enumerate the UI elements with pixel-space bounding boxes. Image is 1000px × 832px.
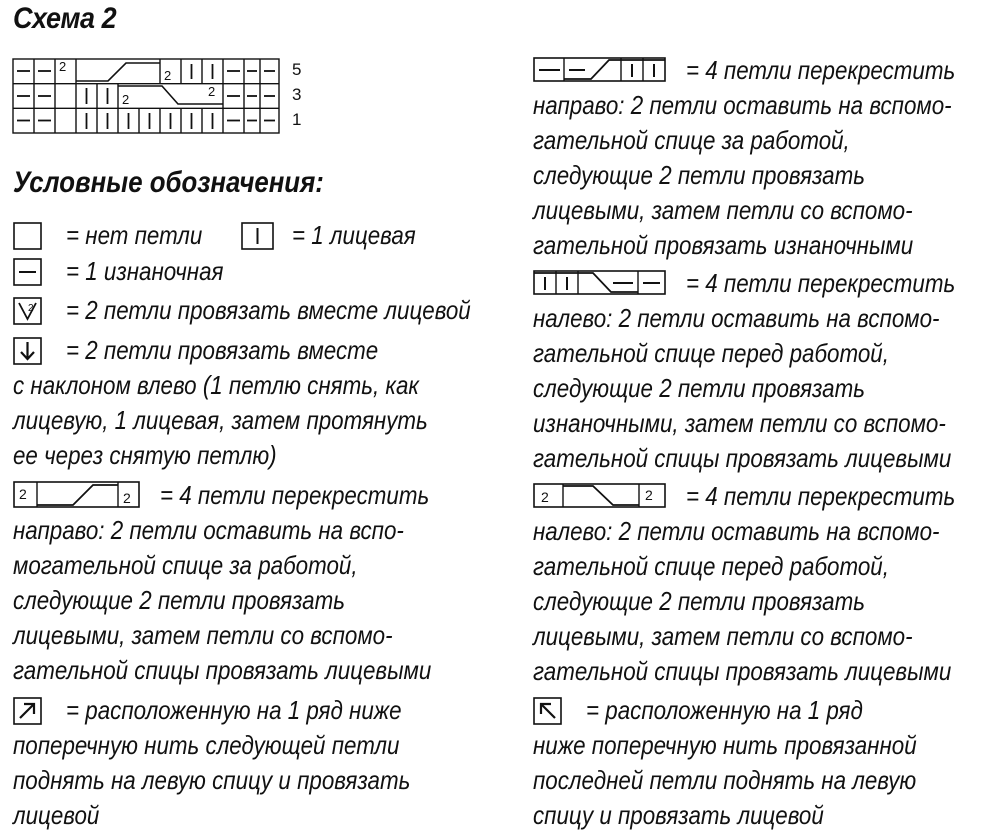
arrow-up-left-icon	[533, 697, 563, 725]
legend-cross-right-knit-line: следующие 2 петли провязать	[13, 585, 345, 615]
legend-cross-left-purl-line: налево: 2 петли оставить на вспомо-	[533, 303, 940, 333]
legend-ssk-line: лицевую, 1 лицевая, затем протянуть	[13, 405, 428, 435]
legend-cross-right-purl-line: = 4 петли перекрестить	[686, 55, 956, 85]
cross-cell-label: 2	[645, 487, 653, 503]
cross-left-purl-icon	[533, 270, 667, 296]
legend-ssk-line: ее через снятую петлю)	[13, 440, 277, 470]
legend-cross-left-knit-line: гательной спицы провязать лицевыми	[533, 656, 952, 686]
legend-k2tog: = 2 петли провязать вместе лицевой	[66, 295, 471, 325]
legend-m1-right-line: лицевой	[13, 800, 100, 830]
legend-cross-right-purl-line: гательной спице за работой,	[533, 125, 850, 155]
legend-cross-left-purl-line: = 4 петли перекрестить	[686, 268, 956, 298]
legend-cross-left-knit-line: лицевыми, затем петли со вспомо-	[533, 621, 913, 651]
cross-cell-label: 2	[541, 489, 549, 505]
svg-text:2: 2	[28, 303, 34, 314]
legend-cross-right-knit-line: = 4 петли перекрестить	[160, 480, 430, 510]
legend-cross-left-purl-line: следующие 2 петли провязать	[533, 373, 865, 403]
legend-ssk-line: с наклоном влево (1 петлю снять, как	[13, 370, 419, 400]
chart-cell-label: 2	[59, 59, 67, 74]
knit-stitch-icon	[241, 222, 275, 250]
legend-cross-right-purl-line: лицевыми, затем петли со вспомо-	[533, 195, 913, 225]
legend-cross-left-purl-line: гательной спице перед работой,	[533, 338, 889, 368]
legend-m1-right-line: = расположенную на 1 ряд ниже	[66, 695, 402, 725]
k2tog-icon	[13, 297, 43, 325]
legend-knit: = 1 лицевая	[292, 220, 416, 250]
row-number: 5	[292, 60, 302, 79]
legend-cross-right-knit-line: могательной спице за работой,	[13, 550, 358, 580]
legend-cross-left-knit-line: гательной спице перед работой,	[533, 551, 889, 581]
cross-right-purl-icon	[533, 57, 667, 83]
legend-m1-left-line: ниже поперечную нить провязанной	[533, 730, 917, 760]
chart-cell-label: 2	[208, 84, 216, 99]
cross-right-knit-icon	[13, 481, 141, 509]
legend-cross-right-knit-line: направо: 2 петли оставить на вспо-	[13, 515, 404, 545]
legend-m1-left-line: последней петли поднять на левую	[533, 765, 917, 795]
legend-cross-right-purl-line: направо: 2 петли оставить на вспомо-	[533, 90, 952, 120]
chart-title: Схема 2	[13, 2, 117, 35]
row-number: 1	[292, 110, 302, 129]
legend-m1-right-line: поперечную нить следующей петли	[13, 730, 400, 760]
chart-cell-label: 2	[164, 68, 172, 83]
legend-cross-left-purl-line: гательной спицы провязать лицевыми	[533, 443, 952, 473]
arrow-up-right-icon	[13, 697, 43, 725]
no-stitch-icon	[13, 222, 43, 250]
cross-left-knit-icon	[533, 483, 667, 509]
legend-cross-right-purl-line: следующие 2 петли провязать	[533, 160, 865, 190]
legend-cross-left-knit-line: = 4 петли перекрестить	[686, 481, 956, 511]
ssk-arrow-down-icon	[13, 337, 43, 365]
legend-cross-left-purl-line: изнаночными, затем петли со вспомо-	[533, 408, 946, 438]
legend-m1-left-line: = расположенную на 1 ряд	[586, 695, 863, 725]
legend-cross-left-knit-line: налево: 2 петли оставить на вспомо-	[533, 516, 940, 546]
legend-m1-right-line: поднять на левую спицу и провязать	[13, 765, 411, 795]
legend-cross-right-knit-line: лицевыми, затем петли со вспомо-	[13, 620, 393, 650]
legend-m1-left-line: спицу и провязать лицевой	[533, 800, 824, 830]
row-number: 3	[292, 85, 302, 104]
chart-cell-label: 2	[122, 92, 130, 107]
legend-cross-right-purl-line: гательной провязать изнаночными	[533, 230, 914, 260]
legend-heading: Условные обозначения:	[13, 166, 324, 199]
cross-cell-label: 2	[19, 486, 27, 502]
legend-ssk-line: = 2 петли провязать вместе	[66, 335, 379, 365]
knitting-chart	[12, 58, 282, 136]
purl-stitch-icon	[13, 258, 43, 286]
legend-no-stitch: = нет петли	[66, 220, 203, 250]
legend-cross-left-knit-line: следующие 2 петли провязать	[533, 586, 865, 616]
legend-purl: = 1 изнаночная	[66, 256, 224, 286]
legend-cross-right-knit-line: гательной спицы провязать лицевыми	[13, 655, 432, 685]
cross-cell-label: 2	[123, 490, 131, 506]
